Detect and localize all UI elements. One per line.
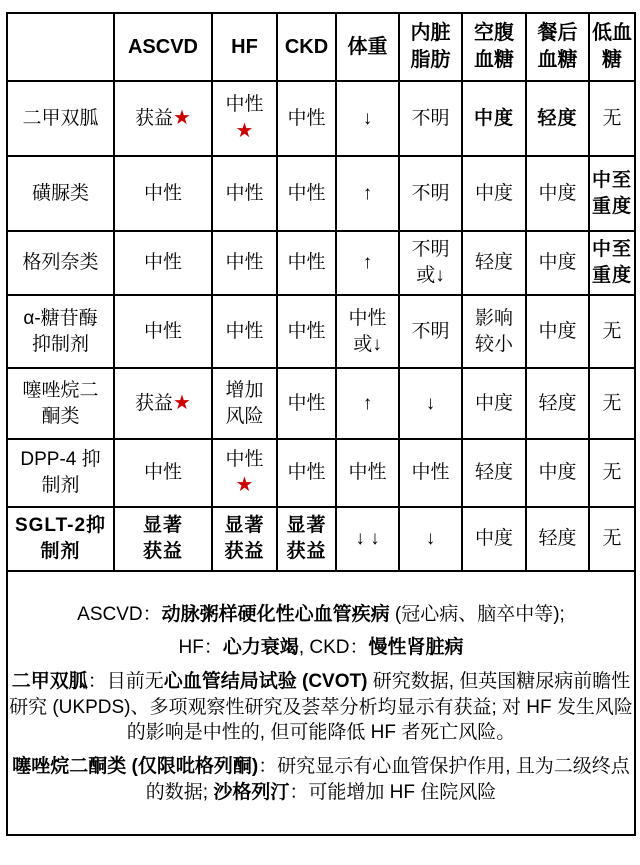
value-cell: [277, 156, 336, 231]
column-header: [277, 13, 336, 81]
cell-line: 获益: [224, 541, 265, 562]
cell-line: 显著: [142, 515, 183, 537]
cell-line: 中度: [474, 182, 513, 204]
cell-line: 中性: [225, 94, 264, 116]
cell-line: 显著: [224, 515, 265, 537]
cell-line: 风险: [225, 405, 264, 427]
cell-line: 无: [602, 392, 622, 414]
footnote-term: 心力衰竭: [222, 637, 299, 659]
value-cell: [277, 507, 336, 571]
cell-line: α-糖苷酶: [23, 307, 98, 329]
cell-line: 中至: [591, 169, 632, 191]
cell-line: 磺脲类: [31, 182, 89, 204]
table-header-row: [7, 13, 635, 81]
benefit-star-icon: ★: [173, 107, 191, 129]
cell-line: ↑: [362, 392, 373, 414]
cell-line: 血糖: [537, 49, 578, 71]
value-cell: [336, 507, 399, 571]
benefit-star-icon: ★: [235, 474, 254, 497]
cell-line: 轻度: [474, 252, 513, 274]
value-cell: [399, 231, 462, 295]
cell-line: 中度: [473, 107, 514, 129]
footnote-row: [7, 571, 635, 835]
footnote-section: [7, 571, 635, 835]
value-cell: [589, 231, 635, 295]
cell-line: 糖: [602, 49, 622, 71]
footnote-term: 噻唑烷二酮类 (仅限吡格列酮): [12, 755, 259, 777]
value-cell: [212, 507, 277, 571]
drug-name-cell: [7, 507, 114, 571]
cell-line: CKD: [284, 35, 329, 58]
cell-line: 或↓: [353, 333, 382, 355]
drug-comparison-table: [6, 12, 636, 836]
value-cell: [336, 295, 399, 368]
value-cell: [114, 81, 212, 156]
cell-line: 中度: [538, 462, 577, 484]
cell-line: HF: [231, 35, 258, 58]
cell-line: 中性: [225, 320, 264, 342]
value-cell: [277, 439, 336, 507]
cell-line: 无: [602, 462, 622, 484]
footnote-paragraph: [9, 669, 633, 746]
drug-name-cell: [7, 231, 114, 295]
cell-line: 不明: [411, 182, 450, 204]
cell-line: 中度: [538, 320, 577, 342]
footnote-text: (冠心病、脑卒中等);: [389, 603, 565, 625]
cell-line: 中性: [287, 252, 326, 274]
cell-line: 中度: [538, 252, 577, 274]
value-cell: [336, 439, 399, 507]
cell-line: 中性: [287, 182, 326, 204]
cell-line: 体重: [347, 35, 388, 58]
table-body: [7, 81, 635, 571]
cell-line: ↓ ↓: [355, 528, 380, 550]
value-cell: [277, 231, 336, 295]
cell-line: 中性: [143, 182, 182, 204]
footnote-text: ：研究显示有心血管保护作用, 且为二级终点的数据;: [145, 755, 630, 803]
value-cell: [526, 507, 589, 571]
cell-line: 二甲双胍: [22, 107, 99, 129]
cell-line: 中度: [538, 182, 577, 204]
cell-line: 重度: [591, 265, 632, 286]
cell-line: ↑: [362, 182, 373, 204]
cell-line: 中性: [143, 252, 182, 274]
cell-line: 无: [602, 107, 622, 129]
cell-line: 较小: [474, 333, 513, 355]
value-cell: [212, 156, 277, 231]
value-cell: [277, 81, 336, 156]
cell-line: 中性: [225, 182, 264, 204]
drug-name-cell: [7, 368, 114, 439]
footnote-term: 动脉粥样硬化性心血管疾病: [161, 603, 390, 625]
value-cell: [462, 295, 526, 368]
value-cell: [114, 368, 212, 439]
drug-row: [7, 507, 635, 571]
cell-line: 酮类: [41, 405, 80, 427]
cell-line: 轻度: [537, 107, 578, 129]
value-cell: [336, 231, 399, 295]
value-cell: [114, 439, 212, 507]
value-cell: [114, 507, 212, 571]
value-cell: [462, 156, 526, 231]
value-cell: [462, 439, 526, 507]
footnote-text: ：目前无: [87, 671, 164, 693]
value-cell: [399, 507, 462, 571]
cell-line: 中度: [474, 392, 513, 414]
cell-line: 中性: [287, 320, 326, 342]
cell-line: 格列奈类: [22, 252, 99, 274]
cell-line: 抑制剂: [31, 333, 89, 355]
cell-line: 中性: [287, 107, 326, 129]
column-header: [114, 13, 212, 81]
cell-line: 中性: [225, 448, 264, 470]
cell-line: 中性: [348, 307, 387, 329]
footnote-term: 慢性肾脏病: [368, 637, 464, 659]
value-cell: [277, 295, 336, 368]
footnote-paragraph: [9, 602, 633, 628]
footnote-term: 沙格列汀: [213, 781, 290, 803]
drug-row: [7, 295, 635, 368]
value-cell: [526, 368, 589, 439]
footnote-text: ASCVD：: [77, 603, 162, 625]
cell-line: 无: [602, 320, 622, 342]
cell-line: [214, 472, 275, 499]
cell-line: 轻度: [538, 392, 577, 414]
footnote-term: 心血管结局试验: [163, 671, 297, 693]
value-cell: [212, 295, 277, 368]
column-header: [526, 13, 589, 81]
footnote-paragraph: [9, 635, 633, 661]
cell-line: SGLT-2抑: [14, 515, 107, 537]
value-cell: [589, 368, 635, 439]
cell-line: ↓: [425, 392, 436, 414]
cell-line: 中性: [287, 462, 326, 484]
cell-line: ↑: [362, 252, 373, 274]
cell-line: 获益★: [135, 107, 191, 129]
value-cell: [277, 368, 336, 439]
cell-line: 无: [602, 528, 622, 550]
value-cell: [336, 156, 399, 231]
cell-line: ↓: [425, 528, 436, 550]
footnote-text: HF：: [178, 637, 223, 659]
drug-name-cell: [7, 295, 114, 368]
cell-line: 轻度: [474, 462, 513, 484]
cell-line: 血糖: [474, 49, 514, 71]
cell-line: 或↓: [416, 265, 445, 286]
footnote-text: , CKD：: [298, 637, 369, 659]
drug-row: [7, 156, 635, 231]
cell-line: [214, 118, 275, 145]
cell-line: 低血: [592, 22, 632, 44]
drug-name-cell: [7, 156, 114, 231]
value-cell: [399, 439, 462, 507]
value-cell: [589, 81, 635, 156]
cell-line: 中性: [287, 392, 326, 414]
drug-row: [7, 439, 635, 507]
drug-name-cell: [7, 439, 114, 507]
table-header: [7, 13, 635, 81]
drug-name-cell: [7, 81, 114, 156]
cell-line: ASCVD: [127, 35, 198, 58]
cell-line: 获益★: [135, 392, 191, 414]
value-cell: [114, 156, 212, 231]
cell-line: 轻度: [538, 528, 577, 550]
value-cell: [212, 368, 277, 439]
value-cell: [526, 295, 589, 368]
benefit-star-icon: ★: [235, 119, 254, 142]
footnote-text: ：可能增加 HF 住院风险: [289, 781, 497, 803]
column-header: [589, 13, 635, 81]
cell-line: 不明: [411, 320, 450, 342]
cell-line: 获益: [142, 541, 183, 562]
cell-line: 中性: [411, 462, 450, 484]
cell-line: 不明: [411, 239, 450, 261]
footnote-term: (CVOT): [296, 671, 373, 693]
value-cell: [399, 156, 462, 231]
column-header: [399, 13, 462, 81]
value-cell: [589, 439, 635, 507]
value-cell: [526, 81, 589, 156]
value-cell: [212, 81, 277, 156]
value-cell: [336, 368, 399, 439]
cell-line: 影响: [474, 307, 513, 329]
footnote-paragraph: [9, 754, 633, 805]
drug-row: [7, 81, 635, 156]
benefit-star-icon: ★: [173, 392, 191, 414]
cell-line: 制剂: [41, 475, 80, 496]
footnote-text: 研究数据, 但英国糖尿病前瞻性研究 (UKPDS)、多项观察性研究及荟萃分析均显示有获益; 对 HF 发生风险的影响是中性的, 但可能降低 HF 者死亡风险。: [9, 671, 633, 744]
cell-line: 内脏: [410, 22, 451, 44]
value-cell: [526, 439, 589, 507]
value-cell: [589, 507, 635, 571]
column-header: [336, 13, 399, 81]
value-cell: [336, 81, 399, 156]
cell-line: 中性: [348, 462, 387, 484]
value-cell: [462, 231, 526, 295]
cell-line: 空腹: [474, 22, 514, 44]
cell-line: 餐后: [537, 22, 578, 44]
value-cell: [399, 368, 462, 439]
cell-line: 不明: [411, 107, 450, 129]
value-cell: [114, 231, 212, 295]
cell-line: 获益: [286, 541, 327, 562]
corner-header-cell: [7, 13, 114, 81]
column-header: [212, 13, 277, 81]
cell-line: ↓: [362, 107, 373, 129]
value-cell: [462, 368, 526, 439]
value-cell: [526, 156, 589, 231]
cell-line: 中性: [143, 320, 182, 342]
drug-row: [7, 231, 635, 295]
cell-line: 脂肪: [410, 49, 451, 71]
value-cell: [462, 81, 526, 156]
column-header: [462, 13, 526, 81]
drug-row: [7, 368, 635, 439]
value-cell: [399, 81, 462, 156]
cell-line: 显著: [286, 515, 327, 537]
value-cell: [526, 231, 589, 295]
value-cell: [589, 156, 635, 231]
cell-line: 中性: [225, 252, 264, 274]
value-cell: [114, 295, 212, 368]
value-cell: [212, 231, 277, 295]
cell-line: DPP-4 抑: [20, 449, 101, 471]
value-cell: [399, 295, 462, 368]
cell-line: 重度: [591, 195, 632, 217]
cell-line: 中性: [143, 462, 182, 484]
cell-line: 制剂: [40, 541, 81, 562]
cell-line: 噻唑烷二: [22, 379, 99, 401]
value-cell: [212, 439, 277, 507]
value-cell: [589, 295, 635, 368]
value-cell: [462, 507, 526, 571]
table-footer: [7, 571, 635, 835]
cell-line: 增加: [225, 379, 264, 401]
cell-line: 中度: [474, 528, 513, 550]
cell-line: 中至: [591, 239, 632, 261]
footnote-term: 二甲双胍: [11, 671, 88, 693]
